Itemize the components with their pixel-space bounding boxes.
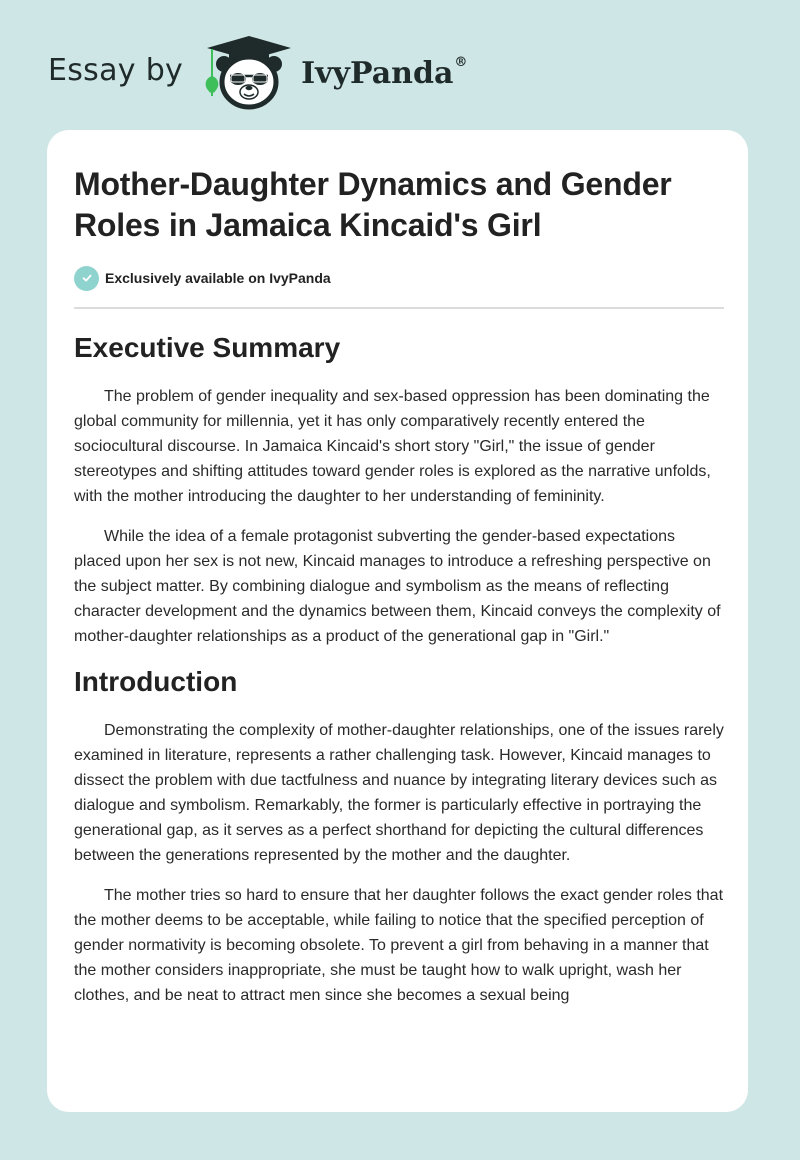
section-heading: Executive Summary [74, 332, 341, 363]
paragraph: While the idea of a female protagonist subverting the gender-based expectations placed upon her sex is not new, Kincaid manages to introduce a refreshing perspective on the subject matter. By combining dialogue and symbolism as the means of reflecting character development and the dynamics between them, Kincaid conveys the complexity of mother-daughter relationships as a product of the generational gap in "Girl." [74, 528, 721, 645]
registered-mark: ® [454, 54, 468, 70]
essay-card [47, 130, 748, 1112]
check-circle-icon [74, 266, 99, 291]
brand-wordmark[interactable] [301, 56, 467, 91]
paragraph: The mother tries so hard to ensure that her daughter follows the exact gender roles that the mother deems to be acceptable, while failing to notice that the specified perception of gender normativity is becoming obsolete. To prevent a girl from behaving in a manner that the mother considers inappropriate, she must be taught how to walk upright, wash her clothes, and be neat to attract men since she becomes a sexual being [74, 887, 724, 1004]
panda-graduate-logo-icon[interactable] [203, 34, 295, 110]
brand-header [48, 36, 467, 108]
paragraph: The problem of gender inequality and sex-based oppression has been dominating the global community for millennia, yet it has only comparatively recently entered the sociocultural discourse. In Jamaica Kincaid's short story "Girl," the issue of gender stereotypes and shifting attitudes toward gender roles is explored as the narrative unfolds, with the mother introducing the daughter to her understanding of femininity. [74, 388, 711, 505]
exclusive-badge [74, 265, 722, 291]
page-title: Mother-Daughter Dynamics and Gender Roles in Jamaica Kincaid's Girl [74, 166, 672, 243]
essay-by-label: Essay by [48, 52, 184, 88]
section-introduction [74, 665, 722, 1008]
exclusive-text: Exclusively available on IvyPanda [105, 270, 331, 286]
paragraph: Demonstrating the complexity of mother-daughter relationships, one of the issues rarely examined in literature, represents a rather challenging task. However, Kincaid manages to dissect the problem with due tactfulness and nuance by integrating literary devices such as dialogue and symbolism. Remarkably, the former is particularly effective in portraying the generational gap, as it serves as a perfect shorthand for depicting the cultural differences between the generations represented by the mother and the daughter. [74, 722, 724, 864]
section-executive-summary [74, 331, 722, 649]
section-heading: Introduction [74, 666, 238, 697]
brand-name: IvyPanda [301, 55, 454, 91]
title-divider [74, 307, 724, 309]
